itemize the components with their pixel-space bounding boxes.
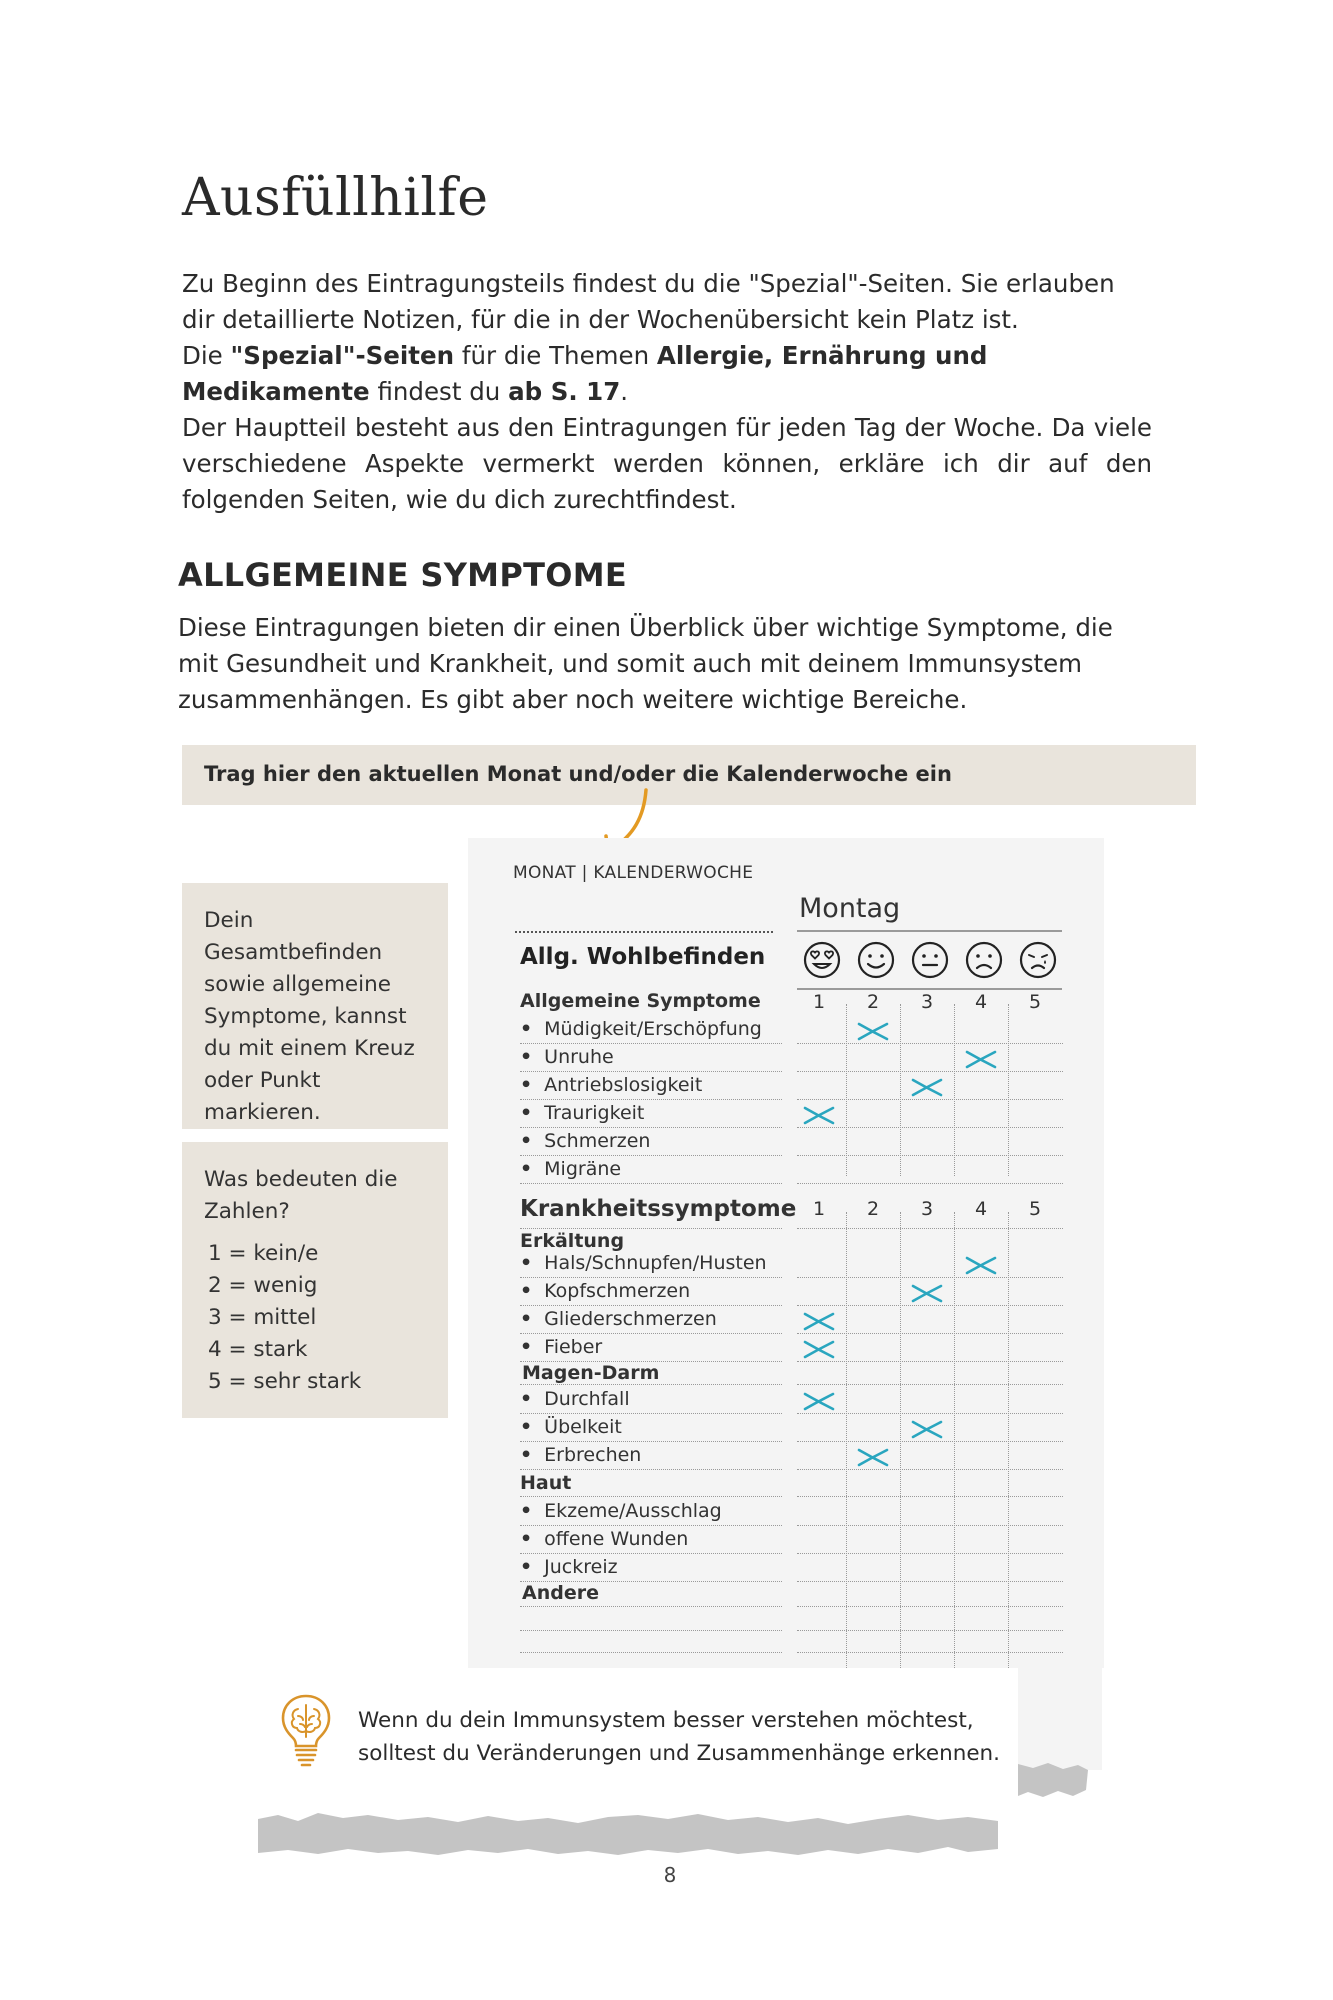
intro-paragraph-3: Der Hauptteil besteht aus den Eintragungen für jeden Tag der Woche. Da viele verschiedene Aspekte vermerkt werden können, erkläre ich dir auf den folgenden Seiten, wie du dich zurechtfindest. [182,413,1152,514]
grid-dotted-line [797,1496,1063,1497]
symptom-row-label: • Antriebslosigkeit [520,1074,780,1096]
allgemeine-symptome-heading: Allgemeine Symptome [520,990,761,1012]
befinden-info-box: Dein Gesamtbefinden sowie allgemeine Symptome, kannst du mit einem Kreuz oder Punkt markieren. [182,883,448,1129]
section-heading: ALLGEMEINE SYMPTOME [178,556,628,594]
scale-number: 1 [812,991,826,1013]
krankheitssymptome-heading: Krankheitssymptome [520,1196,797,1222]
label-dotted-line [520,1333,782,1334]
grid-dotted-line [797,1441,1063,1442]
tip-line: Wenn du dein Immunsystem besser verstehen möchtest, [358,1708,974,1733]
cross-mark-icon [964,1254,998,1276]
cross-mark-icon [802,1338,836,1360]
label-dotted-line [520,1384,782,1385]
grid-dotted-line [797,1043,1063,1044]
label-dotted-line [520,1581,782,1582]
crying-face-icon [1018,940,1058,980]
numbers-question: Was bedeuten die Zahlen? [204,1167,398,1224]
category-label: Andere [522,1582,599,1604]
symptom-row-label: • Fieber [520,1336,780,1358]
grid-dotted-line [797,1553,1063,1554]
page-ref-bold: ab S. 17 [508,377,621,406]
month-week-input-line [515,931,773,933]
category-label: Haut [520,1472,572,1494]
symptom-row-label: • offene Wunden [520,1528,780,1550]
grid-dotted-line [797,1652,1063,1653]
cross-mark-icon [802,1310,836,1332]
grid-dotted-line [797,1127,1063,1128]
torn-paper-edge [1018,1760,1088,1800]
grid-column-divider [1008,1004,1009,1176]
label-dotted-line [520,1496,782,1497]
grid-dotted-line [797,1413,1063,1414]
grid-dotted-line [797,1155,1063,1156]
label-dotted-line [520,1183,782,1184]
month-week-label: MONAT | KALENDERWOCHE [513,863,754,883]
grid-dotted-line [797,1071,1063,1072]
symptom-row-label: • Hals/Schnupfen/Husten [520,1252,780,1274]
symptom-row-label: • Erbrechen [520,1444,780,1466]
symptom-row-label: • Gliederschmerzen [520,1308,780,1330]
divider [797,988,1062,990]
category-label: Erkältung [520,1230,625,1252]
grid-dotted-line [797,1099,1063,1100]
label-dotted-line [520,1630,782,1631]
grid-column-divider [954,1212,955,1668]
label-dotted-line [520,1305,782,1306]
grid-dotted-line [797,1277,1063,1278]
spezial-seiten-bold: "Spezial"-Seiten [230,341,455,370]
neutral-face-icon [910,940,950,980]
legend-item: 5 = sehr stark [208,1369,362,1394]
label-dotted-line [520,1652,782,1653]
label-dotted-line [520,1099,782,1100]
grid-dotted-line [797,1183,1063,1184]
lightbulb-brain-icon [280,1693,332,1769]
label-dotted-line [520,1525,782,1526]
day-label: Montag [799,893,901,924]
symptom-row-label: • Unruhe [520,1046,780,1068]
month-week-banner: Trag hier den aktuellen Monat und/oder die Kalenderwoche ein [182,745,1196,805]
label-dotted-line [520,1469,782,1470]
symptom-row-label: • Migräne [520,1158,780,1180]
label-dotted-line [520,1553,782,1554]
legend-item: 3 = mittel [208,1305,317,1330]
page-number: 8 [663,1863,677,1887]
grid-dotted-line [797,1333,1063,1334]
scale-number: 2 [866,1198,880,1220]
symptom-row-label: • Übelkeit [520,1416,780,1438]
torn-paper-edge [258,1805,998,1857]
symptom-row-label: • Juckreiz [520,1556,780,1578]
smiling-face-icon [856,940,896,980]
scale-number: 1 [812,1198,826,1220]
label-dotted-line [520,1127,782,1128]
scale-number: 4 [974,1198,988,1220]
cross-mark-icon [856,1020,890,1042]
cross-mark-icon [802,1390,836,1412]
legend-item: 2 = wenig [208,1273,318,1298]
section-text: Diese Eintragungen bieten dir einen Überblick über wichtige Symptome, die mit Gesundheit und Krankheit, und somit auch mit deinem Immunsystem zusammenhängen. Es gibt aber noch weitere wichtige Bereiche. [178,613,1113,714]
tip-line: solltest du Veränderungen und Zusammenhänge erkennen. [358,1741,1001,1766]
label-dotted-line [520,1277,782,1278]
grid-column-divider [900,1212,901,1668]
legend-item: 1 = kein/e [208,1241,319,1266]
legend-item: 4 = stark [208,1337,308,1362]
cross-mark-icon [910,1282,944,1304]
symptom-row-label: • Durchfall [520,1388,780,1410]
cross-mark-icon [802,1104,836,1126]
wohlbefinden-label: Allg. Wohlbefinden [520,944,766,970]
grid-dotted-line [797,1606,1063,1607]
symptom-row-label: • Kopfschmerzen [520,1280,780,1302]
label-dotted-line [520,1606,782,1607]
heart-eyes-face-icon [802,940,842,980]
label-dotted-line [520,1155,782,1156]
grid-dotted-line [797,1361,1063,1362]
grid-dotted-line [797,1630,1063,1631]
grid-column-divider [900,1004,901,1176]
grid-dotted-line [797,1305,1063,1306]
label-dotted-line [520,1228,782,1229]
cross-mark-icon [910,1418,944,1440]
sad-face-icon [964,940,1004,980]
grid-column-divider [846,1212,847,1668]
scale-number: 3 [920,1198,934,1220]
cross-mark-icon [856,1446,890,1468]
grid-dotted-line [797,1384,1063,1385]
symptom-row-label: • Traurigkeit [520,1102,780,1124]
scale-number: 3 [920,991,934,1013]
numbers-legend-box [182,1142,448,1418]
grid-dotted-line [797,1469,1063,1470]
divider [797,930,1062,932]
intro-paragraph-1: Zu Beginn des Eintragungsteils findest du die "Spezial"-Seiten. Sie erlauben dir detaillierte Notizen, für die in der Wochenübersicht kein Platz ist. [182,269,1115,334]
grid-dotted-line [797,1581,1063,1582]
intro-text [182,266,1152,518]
label-dotted-line [520,1413,782,1414]
scale-number: 4 [974,991,988,1013]
intro-paragraph-2: Die "Spezial"-Seiten für die Themen Allergie, Ernährung und Medikamente findest du ab S. 17. [182,341,988,406]
symptom-row-label: • Schmerzen [520,1130,780,1152]
symptom-row-label: • Ekzeme/Ausschlag [520,1500,780,1522]
form-torn-edge [1018,1640,1102,1770]
symptom-row-label: • Müdigkeit/Erschöpfung [520,1018,780,1040]
grid-column-divider [954,1004,955,1176]
label-dotted-line [520,1361,782,1362]
label-dotted-line [520,1043,782,1044]
scale-number: 5 [1028,991,1042,1013]
tip-text [358,1704,1000,1770]
topics-bold: Allergie, Ernährung und Medikamente [182,341,988,406]
label-dotted-line [520,1441,782,1442]
cross-mark-icon [910,1076,944,1098]
category-label: Magen-Darm [522,1362,660,1384]
page-title: Ausfüllhilfe [182,168,489,228]
cross-mark-icon [964,1048,998,1070]
grid-column-divider [846,1004,847,1176]
grid-dotted-line [797,1228,1063,1229]
grid-dotted-line [797,1525,1063,1526]
grid-column-divider [1008,1212,1009,1668]
scale-number: 2 [866,991,880,1013]
scale-number: 5 [1028,1198,1042,1220]
label-dotted-line [520,1071,782,1072]
